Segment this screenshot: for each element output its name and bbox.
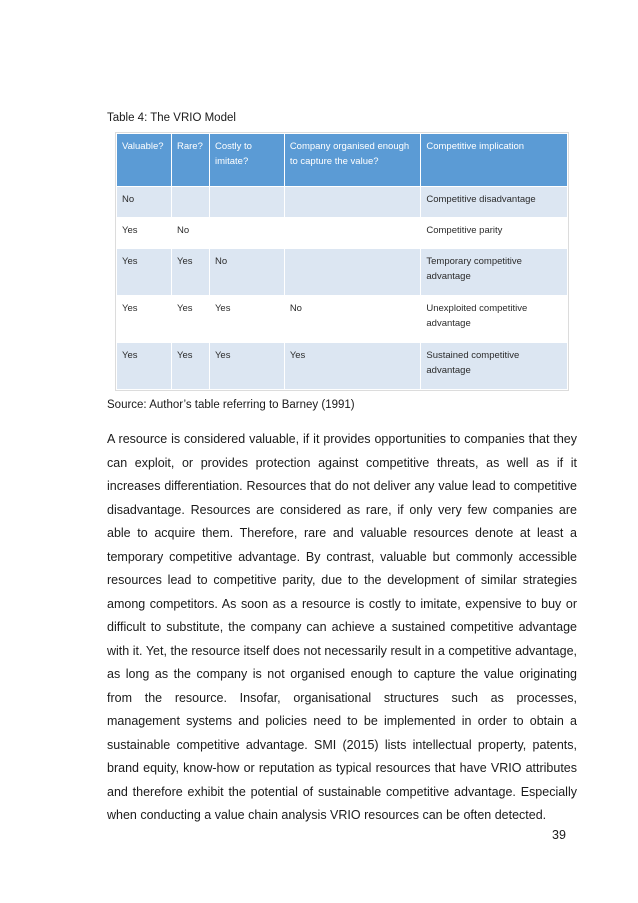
table-cell [284,187,421,218]
table-cell: Competitive parity [421,218,568,249]
table-cell: Unexploited competitive advantage [421,296,568,343]
table-cell [209,218,284,249]
table-caption: Table 4: The VRIO Model [107,112,236,124]
table-row [117,343,568,390]
header-rare: Rare? [171,134,209,187]
table-header-row [117,134,568,187]
header-valuable: Valuable? [117,134,172,187]
page-number: 39 [552,828,566,842]
table-cell: Yes [117,218,172,249]
table-cell [209,187,284,218]
table-cell [284,218,421,249]
table-cell: Yes [171,343,209,390]
header-competitive-implication: Competitive implication [421,134,568,187]
header-costly-to-imitate: Costly to imitate? [209,134,284,187]
table-cell: Sustained competitive advantage [421,343,568,390]
table-cell: No [284,296,421,343]
table-row [117,187,568,218]
table-cell: Yes [117,296,172,343]
table-cell: Temporary competitive advantage [421,249,568,296]
table-cell: Yes [209,296,284,343]
table-cell [171,187,209,218]
table-cell: Yes [209,343,284,390]
table-cell: Yes [117,343,172,390]
table-cell: Yes [117,249,172,296]
body-paragraph: A resource is considered valuable, if it provides opportunities to companies that they can exploit, or provides protection against competitive threats, as well as if it increases differentiation. Resources that do not deliver any value lead to competitive disadvantage. Resources are considered as rare, if only very few companies are able to acquire them. Therefore, rare and valuable resources denote at least a temporary competitive advantage. By contrast, valuable but commonly accessible resources lead to competitive parity, due to the development of similar strategies among competitors. As soon as a resource is costly to imitate, expensive to buy or difficult to substitute, the company can achieve a sustained competitive advantage with it. Yet, the resource itself does not necessarily result in a competitive advantage, as long as the company is not organised enough to capture the value originating from the resource. Insofar, organisational structures such as processes, management systems and policies need to be implemented in order to obtain a sustainable competitive advantage. SMI (2015) lists intellectual property, patents, brand equity, know-how or reputation as typical resources that have VRIO attributes and therefore exhibit the potential of sustainable competitive advantage. Especially when conducting a value chain analysis VRIO resources can be often detected. [107,432,577,822]
table-cell: Competitive disadvantage [421,187,568,218]
table-row [117,218,568,249]
table-source-note: Source: Author’s table referring to Barney (1991) [107,399,355,411]
table-cell: Yes [284,343,421,390]
table-row [117,249,568,296]
vrio-table [116,133,568,390]
header-organised: Company organised enough to capture the value? [284,134,421,187]
table-cell: No [117,187,172,218]
table-cell: No [209,249,284,296]
table-cell [284,249,421,296]
table-cell: Yes [171,249,209,296]
table-row [117,296,568,343]
table-cell: Yes [171,296,209,343]
table-cell: No [171,218,209,249]
